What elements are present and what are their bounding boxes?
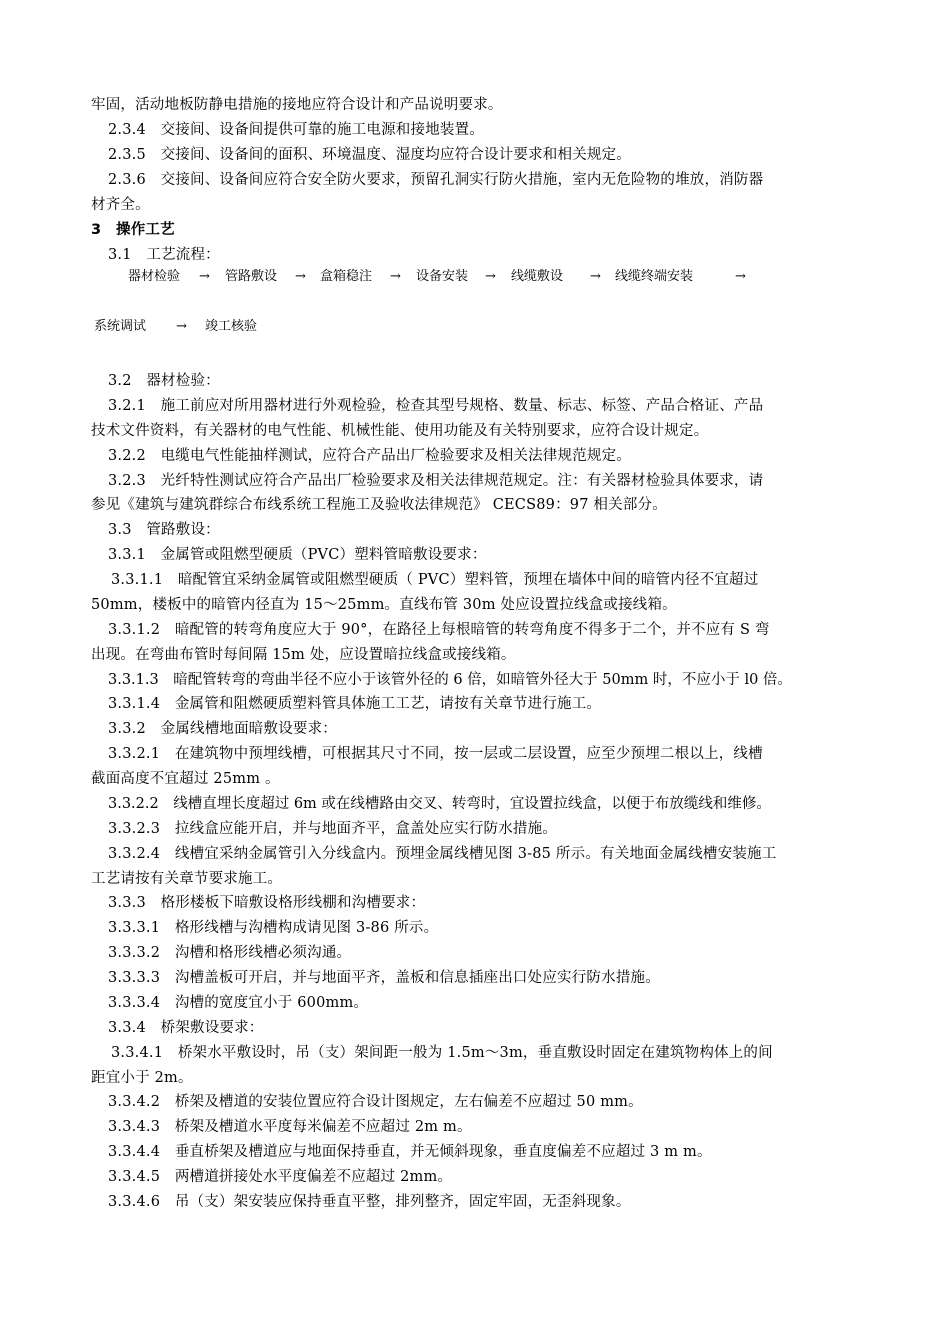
text-line: 3.3.4.2 桥架及槽道的安装位置应符合设计图规定，左右偏差不应超过 50 mm。 <box>108 1094 643 1110</box>
flow-step: 线缆敷设 <box>511 269 564 284</box>
flow-arrow: → <box>295 269 306 284</box>
text-line: 3.3.1 金属管或阻燃型硬质（PVC）塑料管暗敷设要求： <box>108 547 487 563</box>
flow-arrow: → <box>485 269 496 284</box>
text-line: 2.3.4 交接间、设备间提供可靠的施工电源和接地装置。 <box>108 122 484 138</box>
flow-step: 竣工核验 <box>205 319 258 334</box>
flow-arrow: → <box>199 269 210 284</box>
text-line: 3.3.2.2 线槽直埋长度超过 6m 或在线槽路由交叉、转弯时，宜设置拉线盒，以便于布放缆线和维修。 <box>108 796 771 812</box>
text-line: 技术文件资料，有关器材的电气性能、机械性能、使用功能及有关特别要求，应符合设计规定。 <box>91 423 709 439</box>
text-line: 3.3.1.3 暗配管转弯的弯曲半径不应小于该管外径的 6 倍，如暗管外径大于 50mm 时，不应小于 l0 倍。 <box>108 672 792 688</box>
text-line: 3.3.3.1 格形线槽与沟槽构成请见图 3-86 所示。 <box>108 920 439 936</box>
flow-step: 设备安装 <box>416 269 469 284</box>
text-line: 出现。在弯曲布管时每间隔 15m 处，应设置暗拉线盒或接线箱。 <box>91 647 516 663</box>
text-line: 3.3.1.1 暗配管宜采纳金属管或阻燃型硬质（ PVC）塑料管，预埋在墙体中间的暗管内径不宜超过 <box>111 572 759 588</box>
text-line: 材齐全。 <box>91 197 150 213</box>
text-line: 3.3.4.4 垂直桥架及槽道应与地面保持垂直，并无倾斜现象，垂直度偏差不应超过 3 m m。 <box>108 1144 712 1160</box>
flow-step: 系统调试 <box>94 319 147 334</box>
flow-arrow: → <box>176 319 187 334</box>
text-line: 50mm，楼板中的暗管内径直为 15～25mm。直线布管 30m 处应设置拉线盒或接线箱。 <box>91 597 677 613</box>
text-line: 截面高度不宜超过 25mm 。 <box>91 771 280 787</box>
text-line: 3.3.4.3 桥架及槽道水平度每米偏差不应超过 2m m。 <box>108 1119 472 1135</box>
text-line: 3.3.2.1 在建筑物中预埋线槽，可根据其尺寸不同，按一层或二层设置，应至少预埋二根以上，线槽 <box>108 746 763 762</box>
flow-arrow: → <box>735 269 746 284</box>
flow-step: 管路敷设 <box>225 269 278 284</box>
text-line: 3.3.4 桥架敷设要求： <box>108 1020 264 1036</box>
section-heading: 3 操作工艺 <box>91 222 175 238</box>
text-line: 3.3.3.4 沟槽的宽度宜小于 600mm。 <box>108 995 369 1011</box>
text-line: 3.3.3 格形楼板下暗敷设格形线棚和沟槽要求： <box>108 895 426 911</box>
text-line: 3.2 器材检验： <box>108 373 220 389</box>
text-line: 3.3.2.3 拉线盒应能开启，并与地面齐平，盒盖处应实行防水措施。 <box>108 821 558 837</box>
text-line: 牢固，活动地板防静电措施的接地应符合设计和产品说明要求。 <box>91 97 503 113</box>
text-line: 3.3.2.4 线槽宜采纳金属管引入分线盒内。预埋金属线槽见图 3-85 所示。有关地面金属线槽安装施工 <box>108 846 777 862</box>
text-line: 3.2.2 电缆电气性能抽样测试，应符合产品出厂检验要求及相关法律规范规定。 <box>108 448 631 464</box>
text-line: 2.3.5 交接间、设备间的面积、环境温度、湿度均应符合设计要求和相关规定。 <box>108 147 631 163</box>
flow-step: 盒箱稳注 <box>320 269 373 284</box>
text-line: 距宜小于 2m。 <box>91 1070 193 1086</box>
text-line: 3.3.4.6 吊（支）架安装应保持垂直平整，排列整齐，固定牢固，无歪斜现象。 <box>108 1194 631 1210</box>
flow-step: 器材检验 <box>128 269 181 284</box>
text-line: 3.3.3.3 沟槽盖板可开启，并与地面平齐，盖板和信息插座出口处应实行防水措施。 <box>108 970 660 986</box>
text-line: 3.3.4.5 两槽道拼接处水平度偏差不应超过 2mm。 <box>108 1169 453 1185</box>
text-line: 3.3.3.2 沟槽和格形线槽必须沟通。 <box>108 945 352 961</box>
text-line: 3.3 管路敷设： <box>108 522 220 538</box>
flow-step: 线缆终端安装 <box>615 269 694 284</box>
text-line: 3.1 工艺流程： <box>108 247 220 263</box>
text-line: 参见《建筑与建筑群综合布线系统工程施工及验收法律规范》 CECS89：97 相关部分。 <box>91 497 667 513</box>
text-line: 工艺请按有关章节要求施工。 <box>91 871 283 887</box>
flow-arrow: → <box>590 269 601 284</box>
text-line: 3.3.1.2 暗配管的转弯角度应大于 90°，在路径上每根暗管的转弯角度不得多于二个，并不应有 S 弯 <box>108 622 770 638</box>
text-line: 3.3.4.1 桥架水平敷设时，吊（支）架间距一般为 1.5m～3m，垂直敷设时固定在建筑物构体上的间 <box>111 1045 773 1061</box>
text-line: 3.3.2 金属线槽地面暗敷设要求： <box>108 721 337 737</box>
flow-arrow: → <box>390 269 401 284</box>
text-line: 3.3.1.4 金属管和阻燃硬质塑料管具体施工工艺，请按有关章节进行施工。 <box>108 696 602 712</box>
text-line: 3.2.3 光纤特性测试应符合产品出厂检验要求及相关法律规范规定。注：有关器材检验具体要求，请 <box>108 473 764 489</box>
text-line: 3.2.1 施工前应对所用器材进行外观检验，检查其型号规格、数量、标志、标签、产品合格证、产品 <box>108 398 764 414</box>
text-line: 2.3.6 交接间、设备间应符合安全防火要求，预留孔洞实行防火措施，室内无危险物的堆放，消防器 <box>108 172 764 188</box>
